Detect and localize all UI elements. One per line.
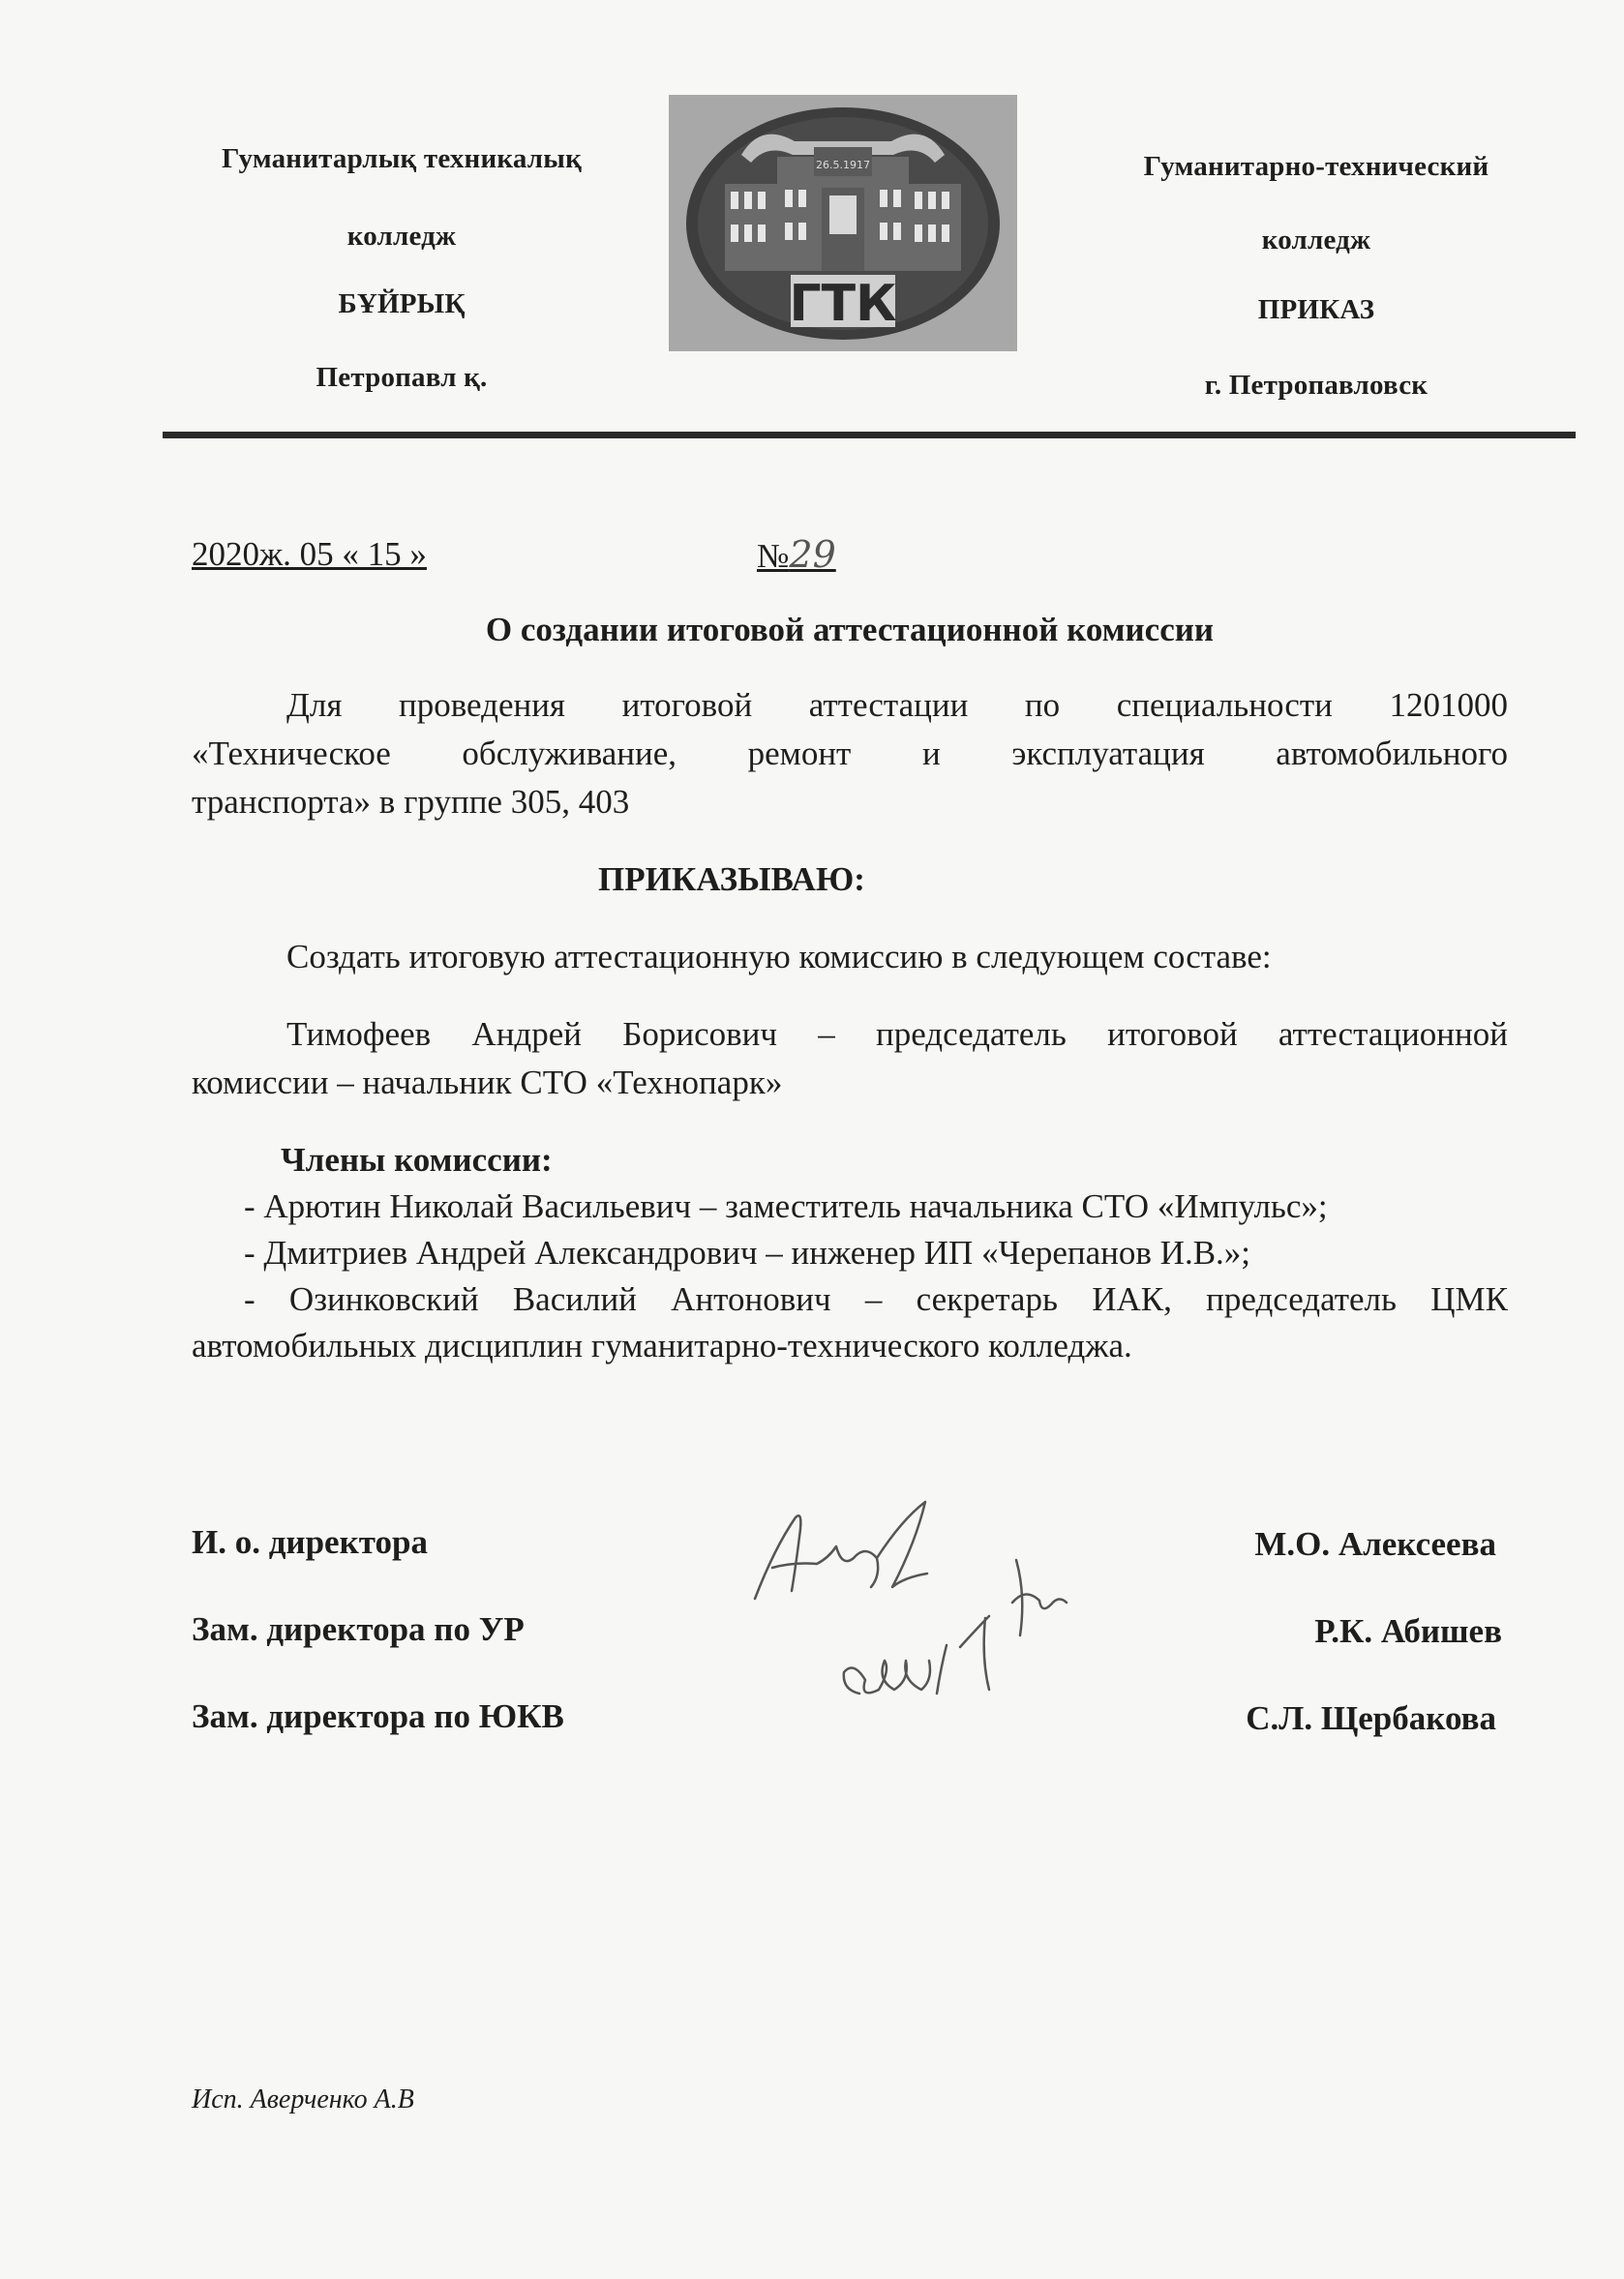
header-left-order-kz: БҰЙРЫҚ [338, 288, 466, 319]
member-3-line-1: - Озинковский Василий Антонович – секретарь ИАК, председатель ЦМК [244, 1280, 1508, 1318]
handwritten-signatures-image [736, 1490, 1103, 1771]
header-right-city: г. Петропавловск [1204, 370, 1429, 401]
create-commission-line: Создать итоговую аттестационную комиссию в следующем составе: [286, 938, 1272, 975]
member-2: - Дмитриев Андрей Александрович – инженер ИП «Черепанов И.В.»; [244, 1234, 1251, 1272]
executor-note: Исп. Аверченко А.В [192, 2084, 414, 2114]
header-right-college-word: колледж [1261, 225, 1371, 255]
svg-text:26.5.1917: 26.5.1917 [816, 159, 870, 171]
header-left-college-kz: Гуманитарлық техникалық [221, 143, 582, 174]
order-directive: ПРИКАЗЫВАЮ: [598, 860, 865, 898]
member-1: - Арютин Николай Васильевич – заместитель начальника СТО «Импульс»; [244, 1187, 1328, 1225]
members-heading: Члены комиссии: [281, 1141, 553, 1179]
signature-role-deputy-ur: Зам. директора по УР [192, 1610, 525, 1648]
svg-text:ГТК: ГТК [789, 275, 897, 333]
order-number [757, 530, 836, 581]
signature-role-director: И. о. директора [192, 1523, 428, 1561]
intro-line-3: транспорта» в группе 305, 403 [192, 783, 630, 821]
chair-line-2: комиссии – начальник СТО «Технопарк» [192, 1064, 783, 1101]
member-3-line-2: автомобильных дисциплин гуманитарно-технического колледжа. [192, 1327, 1132, 1364]
order-number-value: 29 [789, 533, 836, 576]
header-right-college-ru: Гуманитарно-технический [1143, 151, 1489, 182]
order-number-label: № [757, 537, 790, 575]
college-emblem-icon [669, 95, 1017, 351]
header-divider [163, 432, 1576, 438]
intro-line-2: «Техническое обслуживание, ремонт и эксплуатация автомобильного [192, 735, 1508, 772]
header-left-college-word: колледж [346, 221, 457, 252]
signature-name-deputy-ur: Р.К. Абишев [1314, 1612, 1502, 1650]
header-left-city: Петропавл қ. [316, 362, 488, 393]
intro-line-1: Для проведения итоговой аттестации по специальности 1201000 [286, 686, 1508, 724]
signature-name-director: М.О. Алексеева [1254, 1525, 1496, 1563]
signature-name-deputy-ukv: С.Л. Щербакова [1246, 1699, 1496, 1737]
signature-role-deputy-ukv: Зам. директора по ЮКВ [192, 1697, 564, 1735]
order-date: 2020ж. 05 « 15 » [192, 535, 427, 573]
chair-line-1: Тимофеев Андрей Борисович – председатель итоговой аттестационной [286, 1015, 1508, 1053]
order-title: О создании итоговой аттестационной комиссии [485, 611, 1215, 648]
header-right-order-ru: ПРИКАЗ [1257, 294, 1375, 325]
college-logo [669, 95, 1017, 351]
